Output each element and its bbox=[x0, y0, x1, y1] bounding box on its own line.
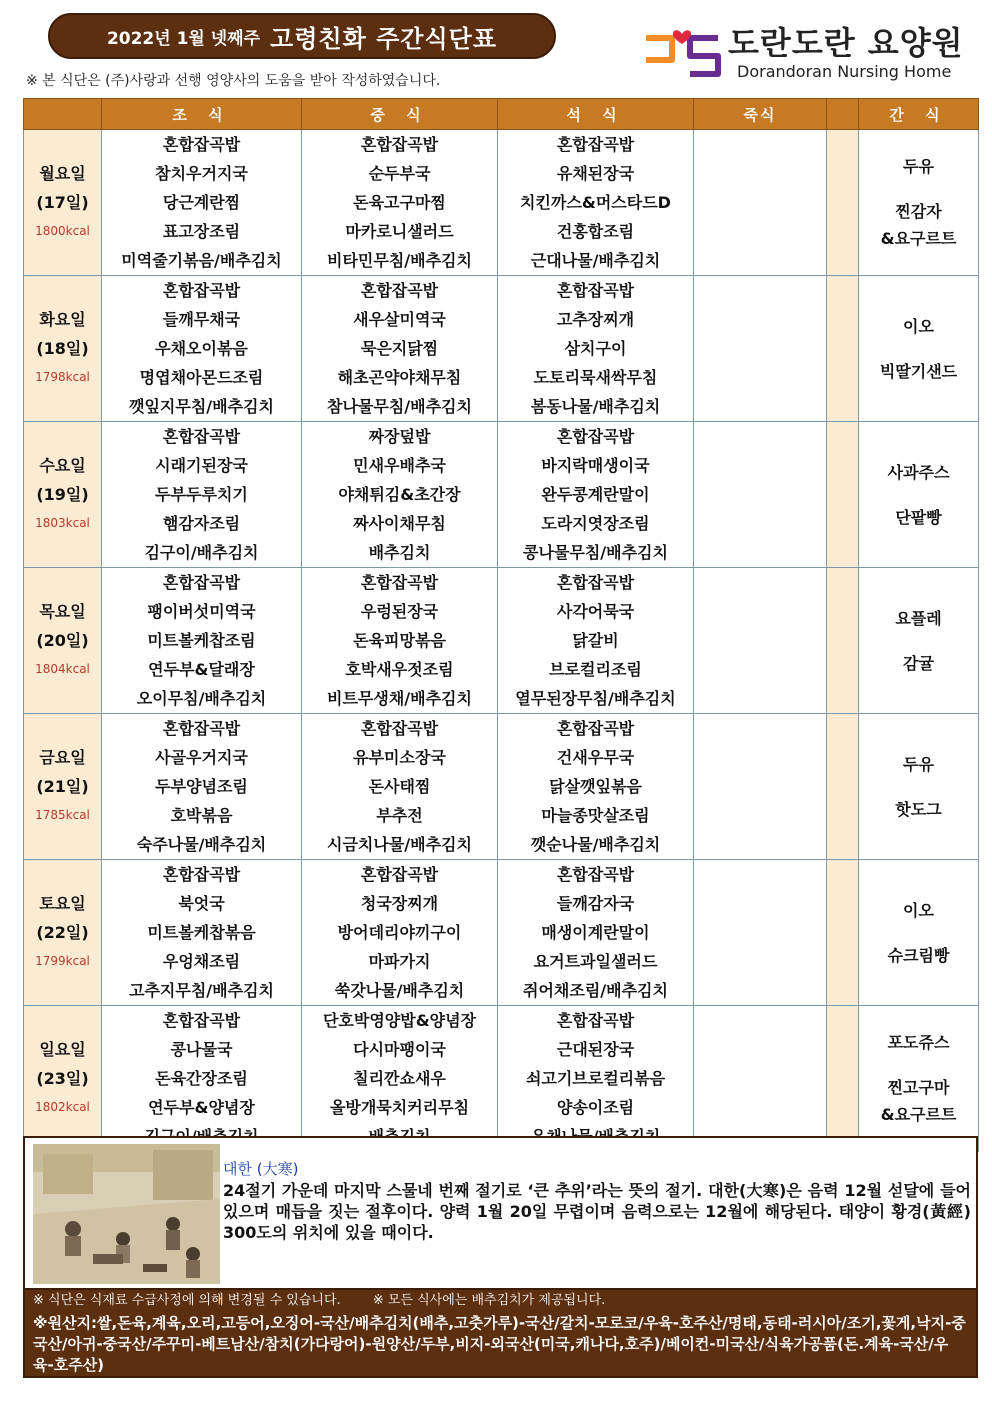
menu-item: 김구이/배추김치 bbox=[144, 543, 259, 562]
day-name: 금요일 bbox=[39, 748, 86, 767]
menu-item: 건새우무국 bbox=[556, 748, 635, 767]
header-lunch: 중 식 bbox=[302, 99, 498, 130]
brand-name-en: Dorandoran Nursing Home bbox=[737, 62, 952, 81]
day-cell bbox=[24, 860, 102, 1006]
day-row bbox=[24, 568, 979, 714]
menu-item: 콩나물국 bbox=[170, 1040, 233, 1059]
menu-item: 돈육간장조림 bbox=[155, 1069, 248, 1088]
menu-item: 두부두루치기 bbox=[155, 485, 248, 504]
menu-item: 돈사태찜 bbox=[368, 777, 431, 796]
season-info-box bbox=[23, 1136, 978, 1290]
lunch-cell bbox=[302, 422, 498, 568]
day-name: 토요일 bbox=[39, 894, 86, 913]
day-name: 수요일 bbox=[39, 456, 86, 475]
menu-item: 두부양념조림 bbox=[155, 777, 248, 796]
menu-item: 비트무생채/배추김치 bbox=[327, 689, 472, 708]
day-cell bbox=[24, 1006, 102, 1152]
seasonal-painting-image bbox=[33, 1144, 220, 1284]
menu-item: 올방개묵치커리무침 bbox=[329, 1098, 470, 1117]
menu-item: 시래기된장국 bbox=[155, 456, 248, 475]
snack-item: 두유 bbox=[903, 754, 934, 774]
weekly-menu-table bbox=[23, 98, 979, 1152]
dinner-cell bbox=[498, 130, 694, 276]
menu-item: 새우살미역국 bbox=[353, 310, 446, 329]
day-name: 월요일 bbox=[39, 164, 86, 183]
menu-item: 깻순나물/배추김치 bbox=[530, 835, 661, 854]
menu-item: 표고장조림 bbox=[162, 222, 241, 241]
menu-body bbox=[24, 130, 979, 1152]
snack-item: 이오 bbox=[903, 900, 934, 920]
day-row bbox=[24, 422, 979, 568]
menu-item: 혼합잡곡밥 bbox=[360, 719, 439, 738]
lunch-cell bbox=[302, 276, 498, 422]
day-row bbox=[24, 276, 979, 422]
menu-item: 청국장찌개 bbox=[360, 894, 439, 913]
menu-item: 닭갈비 bbox=[572, 631, 619, 650]
snack-item: 사과주스 bbox=[887, 462, 950, 482]
menu-item: 혼합잡곡밥 bbox=[162, 573, 241, 592]
menu-item: 순두부국 bbox=[368, 164, 431, 183]
porridge-cell bbox=[694, 1006, 827, 1152]
day-date: (18일) bbox=[36, 339, 89, 358]
breakfast-cell bbox=[102, 714, 302, 860]
snack-cell bbox=[859, 276, 979, 422]
day-date: (22일) bbox=[36, 923, 89, 942]
menu-item: 호박새우젓조림 bbox=[345, 660, 454, 679]
menu-item: 북엇국 bbox=[178, 894, 225, 913]
menu-item: 혼합잡곡밥 bbox=[162, 281, 241, 300]
day-name: 일요일 bbox=[39, 1040, 86, 1059]
menu-item: 배추김치 bbox=[368, 543, 431, 562]
menu-item: 마늘종맛살조림 bbox=[541, 806, 650, 825]
spacer-cell bbox=[827, 568, 859, 714]
snack-cell bbox=[859, 1006, 979, 1152]
header-breakfast: 조 식 bbox=[102, 99, 302, 130]
menu-item: 혼합잡곡밥 bbox=[162, 865, 241, 884]
porridge-cell bbox=[694, 276, 827, 422]
day-name: 화요일 bbox=[39, 310, 86, 329]
snack-item: 두유 bbox=[903, 157, 934, 176]
snack-item: 찐감자 &요구르트 bbox=[880, 202, 957, 248]
menu-item: 열무된장무침/배추김치 bbox=[515, 689, 676, 708]
menu-item: 유채된장국 bbox=[556, 164, 635, 183]
menu-item: 돈육고구마찜 bbox=[353, 193, 446, 212]
breakfast-cell bbox=[102, 568, 302, 714]
menu-item: 참나물무침/배추김치 bbox=[327, 397, 472, 416]
day-date: (21일) bbox=[36, 777, 89, 796]
day-kcal: 1799kcal bbox=[35, 954, 90, 968]
breakfast-cell bbox=[102, 422, 302, 568]
day-date: (23일) bbox=[36, 1069, 89, 1088]
snack-item: 찐고구마 &요구르트 bbox=[880, 1078, 957, 1124]
menu-item: 매생이계란말이 bbox=[541, 923, 650, 942]
snack-gap bbox=[859, 632, 978, 650]
menu-item: 미트볼케찹볶음 bbox=[147, 923, 256, 942]
day-kcal: 1804kcal bbox=[35, 662, 90, 676]
menu-item: 사각어묵국 bbox=[556, 602, 635, 621]
menu-item: 혼합잡곡밥 bbox=[360, 865, 439, 884]
menu-item: 요거트과일샐러드 bbox=[533, 952, 658, 971]
header-dinner: 석 식 bbox=[498, 99, 694, 130]
menu-item: 방어데리야끼구이 bbox=[337, 923, 462, 942]
menu-item: 당근계란찜 bbox=[162, 193, 241, 212]
menu-item: 우채오이볶음 bbox=[155, 339, 248, 358]
snack-gap bbox=[859, 340, 978, 358]
dinner-cell bbox=[498, 422, 694, 568]
menu-item: 혼합잡곡밥 bbox=[360, 573, 439, 592]
porridge-cell bbox=[694, 714, 827, 860]
spacer-cell bbox=[827, 1006, 859, 1152]
dinner-cell bbox=[498, 860, 694, 1006]
day-row bbox=[24, 130, 979, 276]
brand-logo-icon bbox=[642, 22, 722, 78]
brand-name: 도란도란 요양원 bbox=[728, 24, 964, 62]
header-porridge: 죽식 bbox=[694, 99, 827, 130]
menu-item: 혼합잡곡밥 bbox=[556, 1011, 635, 1030]
season-description: 24절기 가운데 마지막 스물네 번째 절기로 ‘큰 추위’라는 뜻의 절기. 대한(大寒)은 음력 12월 섣달에 들어 있으며 매듭을 짓는 절후이다. 양력 1월 20일 무렵이며 음력으로는 12월에 해당된다. 태양이 황경(黃經) 300도의 위치에 있을 때이다. bbox=[223, 1181, 971, 1242]
menu-item: 연두부&달래장 bbox=[148, 660, 255, 679]
menu-item: 건홍합조림 bbox=[556, 222, 635, 241]
menu-item: 혼합잡곡밥 bbox=[556, 281, 635, 300]
day-kcal: 1802kcal bbox=[35, 1100, 90, 1114]
porridge-cell bbox=[694, 422, 827, 568]
snack-gap bbox=[859, 778, 978, 796]
menu-item: 브로컬리조림 bbox=[549, 660, 642, 679]
day-cell bbox=[24, 276, 102, 422]
menu-item: 사골우거지국 bbox=[155, 748, 248, 767]
snack-gap bbox=[859, 1056, 978, 1074]
day-cell bbox=[24, 714, 102, 860]
day-kcal: 1785kcal bbox=[35, 808, 90, 822]
table-header-row bbox=[24, 99, 979, 130]
dinner-cell bbox=[498, 276, 694, 422]
menu-item: 유부미소장국 bbox=[353, 748, 446, 767]
menu-item: 시금치나물/배추김치 bbox=[327, 835, 472, 854]
menu-item: 쥐어채조림/배추김치 bbox=[523, 981, 668, 1000]
dinner-cell bbox=[498, 1006, 694, 1152]
menu-item: 고추장찌개 bbox=[556, 310, 635, 329]
day-kcal: 1798kcal bbox=[35, 370, 90, 384]
menu-item: 민새우배추국 bbox=[353, 456, 446, 475]
day-kcal: 1803kcal bbox=[35, 516, 90, 530]
menu-item: 묵은지닭찜 bbox=[360, 339, 439, 358]
snack-gap bbox=[859, 180, 978, 198]
menu-item: 봄동나물/배추김치 bbox=[530, 397, 661, 416]
menu-item: 혼합잡곡밥 bbox=[556, 719, 635, 738]
lunch-cell bbox=[302, 568, 498, 714]
menu-item: 햄감자조림 bbox=[162, 514, 241, 533]
menu-item: 혼합잡곡밥 bbox=[162, 427, 241, 446]
menu-item: 우엉채조림 bbox=[162, 952, 241, 971]
menu-item: 근대된장국 bbox=[556, 1040, 635, 1059]
day-row bbox=[24, 714, 979, 860]
porridge-cell bbox=[694, 568, 827, 714]
menu-item: 다시마팽이국 bbox=[353, 1040, 446, 1059]
menu-item: 혼합잡곡밥 bbox=[162, 719, 241, 738]
menu-item: 짜장덮밥 bbox=[368, 427, 431, 446]
day-date: (20일) bbox=[36, 631, 89, 650]
spacer-cell bbox=[827, 422, 859, 568]
breakfast-cell bbox=[102, 860, 302, 1006]
menu-item: 연두부&양념장 bbox=[148, 1098, 255, 1117]
menu-item: 혼합잡곡밥 bbox=[556, 427, 635, 446]
menu-item: 오이무침/배추김치 bbox=[136, 689, 267, 708]
week-label: 2022년 1월 넷째주 bbox=[106, 28, 261, 49]
header-snack: 간 식 bbox=[859, 99, 979, 130]
snack-item: 이오 bbox=[903, 316, 934, 336]
menu-item: 양송이조림 bbox=[556, 1098, 635, 1117]
menu-item: 단호박영양밥&양념장 bbox=[322, 1011, 477, 1030]
menu-item: 쑥갓나물/배추김치 bbox=[334, 981, 465, 1000]
menu-item: 깻잎지무침/배추김치 bbox=[129, 397, 274, 416]
header-spacer bbox=[827, 99, 859, 130]
origin-info: ※원산지:쌀,돈육,계육,오리,고등어,오징어-국산/배추김치(배추,고춧가루)-국산/갈치-모로코/우육-호주산/명태,동태-러시아/조기,꽃게,낙지-중국산/아귀-중국산/주꾸미-베트남산/참치(가다랑어)-원양산/두부,비지-외국산(미국,캐나다,호주)/베이컨-미국산/식육가공품(돈.계육-국산/우육-호주산) bbox=[23, 1311, 978, 1378]
snack-item: 포도쥬스 bbox=[887, 1033, 950, 1052]
menu-item: 혼합잡곡밥 bbox=[556, 865, 635, 884]
dinner-cell bbox=[498, 568, 694, 714]
day-cell bbox=[24, 568, 102, 714]
day-date: (17일) bbox=[36, 193, 89, 212]
footer-notice-bar bbox=[23, 1290, 978, 1311]
menu-item: 해초곤약야채무침 bbox=[337, 368, 462, 387]
day-cell bbox=[24, 130, 102, 276]
breakfast-cell bbox=[102, 276, 302, 422]
menu-item: 삼치구이 bbox=[564, 339, 627, 358]
menu-item: 참치우거지국 bbox=[155, 164, 248, 183]
menu-item: 팽이버섯미역국 bbox=[147, 602, 256, 621]
porridge-cell bbox=[694, 860, 827, 1006]
menu-item: 콩나물무침/배추김치 bbox=[523, 543, 668, 562]
snack-cell bbox=[859, 130, 979, 276]
porridge-cell bbox=[694, 130, 827, 276]
snack-cell bbox=[859, 568, 979, 714]
spacer-cell bbox=[827, 130, 859, 276]
menu-item: 치킨까스&머스타드D bbox=[520, 193, 671, 212]
breakfast-cell bbox=[102, 130, 302, 276]
menu-item: 호박볶음 bbox=[170, 806, 233, 825]
menu-item: 숙주나물/배추김치 bbox=[136, 835, 267, 854]
menu-item: 도토리묵새싹무침 bbox=[533, 368, 658, 387]
menu-item: 혼합잡곡밥 bbox=[360, 135, 439, 154]
menu-item: 도라지엿장조림 bbox=[541, 514, 650, 533]
menu-item: 비타민무침/배추김치 bbox=[327, 251, 472, 270]
spacer-cell bbox=[827, 276, 859, 422]
menu-item: 완두콩계란말이 bbox=[541, 485, 650, 504]
snack-item: 단팥빵 bbox=[895, 507, 942, 527]
menu-item: 우렁된장국 bbox=[360, 602, 439, 621]
dinner-cell bbox=[498, 714, 694, 860]
snack-item: 빅딸기샌드 bbox=[879, 361, 958, 381]
menu-item: 근대나물/배추김치 bbox=[530, 251, 661, 270]
menu-item: 짜사이채무침 bbox=[353, 514, 446, 533]
lunch-cell bbox=[302, 130, 498, 276]
snack-item: 핫도그 bbox=[895, 799, 942, 819]
menu-item: 부추전 bbox=[376, 806, 423, 825]
snack-gap bbox=[859, 924, 978, 942]
day-row bbox=[24, 860, 979, 1006]
menu-item: 마카로니샐러드 bbox=[345, 222, 454, 241]
snack-item: 요플레 bbox=[895, 608, 942, 628]
menu-item: 미역줄기볶음/배추김치 bbox=[121, 251, 282, 270]
menu-item: 혼합잡곡밥 bbox=[162, 135, 241, 154]
menu-item: 혼합잡곡밥 bbox=[556, 573, 635, 592]
snack-cell bbox=[859, 422, 979, 568]
day-cell bbox=[24, 422, 102, 568]
breakfast-cell bbox=[102, 1006, 302, 1152]
header-banner bbox=[48, 13, 556, 59]
menu-item: 쇠고기브로컬리볶음 bbox=[525, 1069, 666, 1088]
snack-item: 슈크림빵 bbox=[887, 945, 950, 965]
day-row bbox=[24, 1006, 979, 1152]
menu-item: 들깨감자국 bbox=[556, 894, 635, 913]
menu-item: 야채튀김&초간장 bbox=[338, 485, 461, 504]
footer-notice-kimchi: ※ 모든 식사에는 배추김치가 제공됩니다. bbox=[372, 1293, 606, 1308]
snack-cell bbox=[859, 714, 979, 860]
menu-item: 마파가지 bbox=[368, 952, 431, 971]
menu-item: 바지락매생이국 bbox=[541, 456, 650, 475]
snack-cell bbox=[859, 860, 979, 1006]
snack-item: 감귤 bbox=[903, 653, 934, 673]
lunch-cell bbox=[302, 860, 498, 1006]
page-title: 고령친화 주간식단표 bbox=[270, 24, 498, 53]
header-day-column bbox=[24, 99, 102, 130]
menu-item: 혼합잡곡밥 bbox=[162, 1011, 241, 1030]
spacer-cell bbox=[827, 714, 859, 860]
day-name: 목요일 bbox=[39, 602, 86, 621]
menu-item: 명엽채아몬드조림 bbox=[139, 368, 264, 387]
menu-item: 돈육피망볶음 bbox=[353, 631, 446, 650]
lunch-cell bbox=[302, 714, 498, 860]
menu-item: 닭살깻잎볶음 bbox=[549, 777, 642, 796]
day-date: (19일) bbox=[36, 485, 89, 504]
day-kcal: 1800kcal bbox=[35, 224, 90, 238]
menu-item: 미트볼케찹조림 bbox=[147, 631, 256, 650]
season-title: 대한 (大寒) bbox=[223, 1160, 299, 1178]
spacer-cell bbox=[827, 860, 859, 1006]
menu-item: 칠리깐쇼새우 bbox=[353, 1069, 446, 1088]
nutrition-note: ※ 본 식단은 (주)사랑과 선행 영양사의 도움을 받아 작성하였습니다. bbox=[26, 73, 441, 89]
menu-item: 들깨무채국 bbox=[162, 310, 241, 329]
snack-gap bbox=[859, 486, 978, 504]
lunch-cell bbox=[302, 1006, 498, 1152]
menu-item: 혼합잡곡밥 bbox=[556, 135, 635, 154]
menu-item: 혼합잡곡밥 bbox=[360, 281, 439, 300]
footer-notice-change: ※ 식단은 식재료 수급사정에 의해 변경될 수 있습니다. bbox=[33, 1293, 341, 1308]
menu-item: 고추지무침/배추김치 bbox=[129, 981, 274, 1000]
